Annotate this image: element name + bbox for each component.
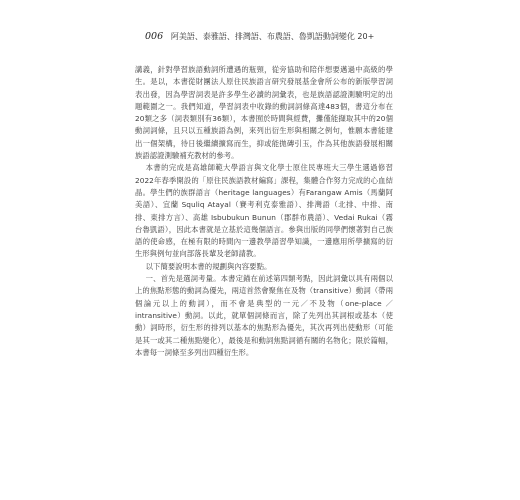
running-header <box>145 30 405 44</box>
page-number: 006 <box>145 31 164 42</box>
paragraph-list-intro: 以下簡要說明本書的規劃與內容要點。 <box>145 261 272 271</box>
paragraph-intro-continuation: 講義，針對學習族語動詞所遭遇的瓶頸，從旁協助和陪伴想要邁過中高級的學生。是以，本書從財團法人原住民族語言研究發展基金會所公布的新版學習詞表出發，因為學習詞表是許多學生必讀的詞彙表，也是族語認證測驗明定的出題範圍之一。我們知道，學習詞表中收錄的動詞詞條高達483個，書這分布在20類之多（詞表類別有36類），本書囿於時間與經費，攤僅能擷取其中的20個動詞詞條，且只以五種族語為例，來列出衍生形與相關之例句，惟願本書能建出一個架構，待日後繼續擴寫而生，抑或能拋磚引玉，作為其他族語發展相關族語認證測驗補充教材的參考。 <box>135 65 393 161</box>
paragraph-book-completion: 本書的完成是高雄師範大學語言與文化學士原住民專班大三學生選過修習2022年春季開設的「原住民族語教材編寫」課程，集體合作努力完成的心血結晶。學生們的族群語言（heritage languages）有Farangaw Amis（馬蘭阿美語）、宜蘭 Squliq Atayal（賽考利克泰雅語）、排灣語（北排、中排、南排、東排方言）、高雄 Isbubukun Bunun（郡群布農語）、Vedai Rukai（霧台魯凱語），因此本書就是立基於這幾個語言。參與出版的同學們懷著對自己族語的使命感，在極有限的時間內一邊教學語習學知識，一邊應用所學擴寫的衍生形與例句並向部落長輩及老師請教。 <box>135 163 393 259</box>
body-text <box>135 64 393 359</box>
list-item-word-selection: 一、首先是選詞考量。本書定錨在前述第四類考點，因此詞彙以具有兩個以上的焦點形態的動詞為優先，兩這首然會聚焦在及物（transitive）動詞（帶兩個論元以上的動詞），而不會是典型的一元／不及物（one-place ／ intransitive）動詞。以此，就單個詞條而言，除了先列出其詞根或基本（使動）詞時形，衍生形的排列以基本的焦點形為優先，其次再列出使動形（可能是其一或其二種焦點變化），最後是和動詞焦點詞循有關的名物化；限於篇幅，本書每一詞條至多列出四種衍生形。 <box>135 274 393 357</box>
header-title: 阿美語、泰雅語、排灣語、布農語、魯凱語動詞變化 20+ <box>170 32 375 41</box>
